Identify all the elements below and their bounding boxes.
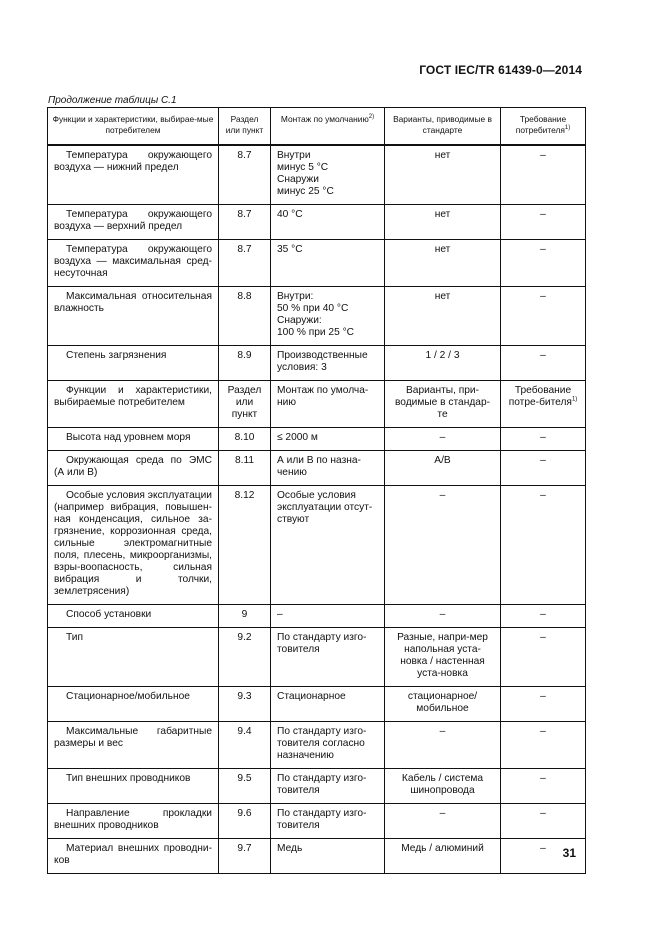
default-cell: Внутри минус 5 °С Снаружи минус 25 °С xyxy=(271,145,385,205)
table-row xyxy=(48,428,586,451)
options-cell: А/В xyxy=(385,451,501,486)
column-header: Варианты, приводимые в стандарте xyxy=(385,108,501,146)
table-row xyxy=(48,240,586,287)
characteristic-cell: Максимальная относительная влажность xyxy=(48,287,219,346)
characteristic-cell: Тип xyxy=(48,628,219,687)
table-caption: Продолжение таблицы С.1 xyxy=(48,95,177,106)
user-requirement-cell: – xyxy=(501,628,586,687)
characteristic-cell: Окружающая среда по ЭМС (А или В) xyxy=(48,451,219,486)
options-cell: стационарное/ мобильное xyxy=(385,687,501,722)
default-cell: Медь xyxy=(271,839,385,874)
default-cell: По стандарту изго-товителя xyxy=(271,769,385,804)
options-cell: – xyxy=(385,804,501,839)
user-requirement-cell: – xyxy=(501,145,586,205)
user-requirement-cell: – xyxy=(501,687,586,722)
characteristic-cell: Материал внешних проводни-ков xyxy=(48,839,219,874)
table-row xyxy=(48,769,586,804)
default-cell: По стандарту изго-товителя xyxy=(271,804,385,839)
characteristic-cell: Максимальные габаритные размеры и вес xyxy=(48,722,219,769)
requirements-table xyxy=(47,107,586,874)
clause-cell: 8.7 xyxy=(219,205,271,240)
clause-cell: 9.6 xyxy=(219,804,271,839)
user-requirement-cell: – xyxy=(501,240,586,287)
user-requirement-cell: – xyxy=(501,605,586,628)
default-cell: Монтаж по умолча-нию xyxy=(271,381,385,428)
column-header: Монтаж по умолчанию$^{2)}$ xyxy=(271,108,385,146)
user-requirement-cell: – xyxy=(501,839,586,874)
options-cell: нет xyxy=(385,240,501,287)
clause-cell: 8.9 xyxy=(219,346,271,381)
table-row xyxy=(48,346,586,381)
options-cell: нет xyxy=(385,205,501,240)
options-cell: 1 / 2 / 3 xyxy=(385,346,501,381)
user-requirement-cell: – xyxy=(501,205,586,240)
page-number: 31 xyxy=(562,846,576,860)
options-cell: нет xyxy=(385,145,501,205)
characteristic-cell: Способ установки xyxy=(48,605,219,628)
table-row xyxy=(48,287,586,346)
options-cell: Разные, напри-мер напольная уста-новка / настенная уста-новка xyxy=(385,628,501,687)
table-row xyxy=(48,605,586,628)
user-requirement-cell: – xyxy=(501,769,586,804)
table-row xyxy=(48,381,586,428)
options-cell: нет xyxy=(385,287,501,346)
clause-cell: 9.2 xyxy=(219,628,271,687)
options-cell: – xyxy=(385,722,501,769)
clause-cell: Раздел или пункт xyxy=(219,381,271,428)
default-cell: Производственные условия: 3 xyxy=(271,346,385,381)
clause-cell: 8.12 xyxy=(219,486,271,605)
document-header: ГОСТ IEC/TR 61439-0—2014 xyxy=(419,63,582,77)
user-requirement-cell: – xyxy=(501,804,586,839)
table-row xyxy=(48,205,586,240)
options-cell: Кабель / система шинопровода xyxy=(385,769,501,804)
characteristic-cell: Высота над уровнем моря xyxy=(48,428,219,451)
column-header: Функции и характеристики, выбирае-мые потребителем xyxy=(48,108,219,146)
default-cell: ≤ 2000 м xyxy=(271,428,385,451)
table-row xyxy=(48,145,586,205)
options-cell: – xyxy=(385,428,501,451)
user-requirement-cell: – xyxy=(501,722,586,769)
default-cell: 40 °С xyxy=(271,205,385,240)
table-header-row xyxy=(48,108,586,146)
clause-cell: 8.11 xyxy=(219,451,271,486)
user-requirement-cell: – xyxy=(501,428,586,451)
default-cell: По стандарту изго-товителя xyxy=(271,628,385,687)
table-row xyxy=(48,804,586,839)
default-cell: – xyxy=(271,605,385,628)
user-requirement-cell: – xyxy=(501,451,586,486)
default-cell: Внутри: 50 % при 40 °С Снаружи: 100 % при 25 °С xyxy=(271,287,385,346)
options-cell: – xyxy=(385,486,501,605)
default-cell: Особые условия эксплуатации отсут-ствуют xyxy=(271,486,385,605)
column-header: Требование потребителя$^{1)}$ xyxy=(501,108,586,146)
user-requirement-cell: – xyxy=(501,486,586,605)
clause-cell: 8.10 xyxy=(219,428,271,451)
characteristic-cell: Стационарное/мобильное xyxy=(48,687,219,722)
clause-cell: 9.3 xyxy=(219,687,271,722)
characteristic-cell: Тип внешних проводников xyxy=(48,769,219,804)
default-cell: 35 °С xyxy=(271,240,385,287)
user-requirement-cell: – xyxy=(501,287,586,346)
table-row xyxy=(48,839,586,874)
column-header: Раздел или пункт xyxy=(219,108,271,146)
table-row xyxy=(48,628,586,687)
clause-cell: 8.7 xyxy=(219,145,271,205)
clause-cell: 8.8 xyxy=(219,287,271,346)
default-cell: По стандарту изго-товителя согласно назначению xyxy=(271,722,385,769)
user-requirement-cell: – xyxy=(501,346,586,381)
table-row xyxy=(48,722,586,769)
characteristic-cell: Температура окружающего воздуха — нижний предел xyxy=(48,145,219,205)
characteristic-cell: Особые условия эксплуатации (например вибрация, повышен-ная конденсация, сильное за-грязнение, коррозионная среда, сильные электромагнитные поля, плесень, микроорганизмы, взры-воопасность, сильная вибрация и толчки, землетрясения) xyxy=(48,486,219,605)
default-cell: А или В по назна-чению xyxy=(271,451,385,486)
user-requirement-cell: Требование потре-бителя$^{1)}$ xyxy=(501,381,586,428)
characteristic-cell: Температура окружающего воздуха — верхний предел xyxy=(48,205,219,240)
table-row xyxy=(48,451,586,486)
clause-cell: 9.7 xyxy=(219,839,271,874)
clause-cell: 9.5 xyxy=(219,769,271,804)
options-cell: – xyxy=(385,605,501,628)
characteristic-cell: Температура окружающего воздуха — максимальная сред-несуточная xyxy=(48,240,219,287)
characteristic-cell: Направление прокладки внешних проводников xyxy=(48,804,219,839)
table-row xyxy=(48,687,586,722)
clause-cell: 9 xyxy=(219,605,271,628)
characteristic-cell: Степень загрязнения xyxy=(48,346,219,381)
clause-cell: 8.7 xyxy=(219,240,271,287)
characteristic-cell: Функции и характеристики, выбираемые потребителем xyxy=(48,381,219,428)
default-cell: Стационарное xyxy=(271,687,385,722)
table-row xyxy=(48,486,586,605)
options-cell: Медь / алюминий xyxy=(385,839,501,874)
clause-cell: 9.4 xyxy=(219,722,271,769)
options-cell: Варианты, при-водимые в стандар-те xyxy=(385,381,501,428)
